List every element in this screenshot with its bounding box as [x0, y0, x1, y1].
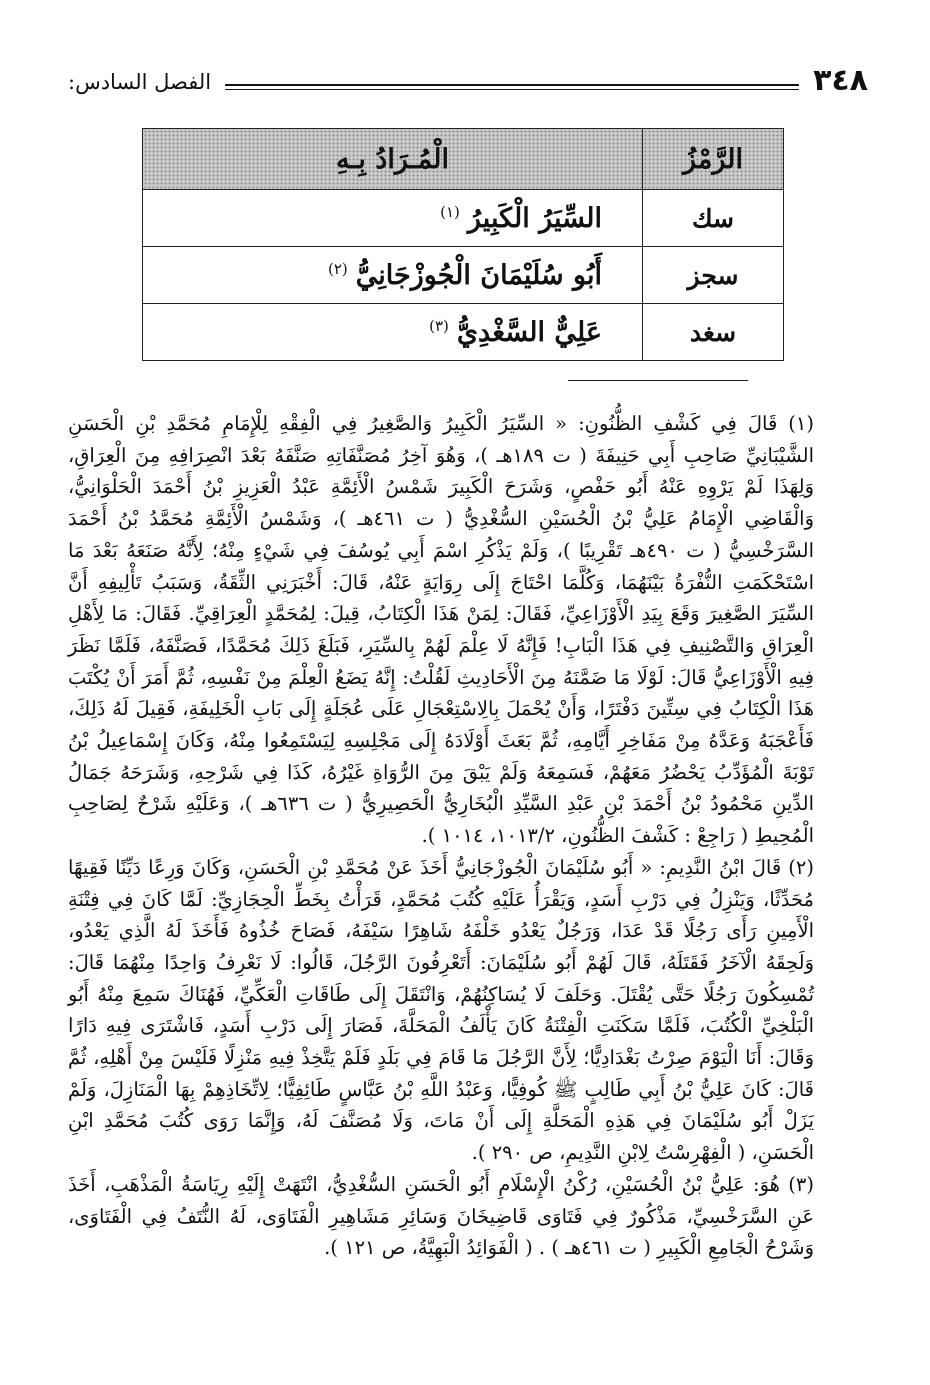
table-row	[143, 190, 784, 247]
symbol-code: سغد	[643, 304, 784, 361]
footnote-ref: (٣)	[429, 316, 449, 335]
footnote-1: (١) قَالَ فِي كَشْفِ الظُّنُونِ: « السِّيَرُ الْكَبِيرُ وَالصَّغِيرُ فِي الْفِقْهِ لِلْإِمَامِ مُحَمَّدِ بْنِ الْحَسَنِ الشَّيْبَانِيِّ صَاحِبِ أَبِي حَنِيفَةَ ( ت ١٨٩هـ )، وَهُوَ آخِرُ مُصَنَّفَاتِهِ صَنَّفَهُ بَعْدَ انْصِرَافِهِ مِنَ الْعِرَاقِ، وَلِهَذَا لَمْ يَرْوِهِ عَنْهُ أَبُو حَفْصٍ، وَشَرَحَ الْكَبِيرَ شَمْسُ الْأَئِمَّةِ عَبْدُ الْعَزِيزِ بْنُ أَحْمَدَ الْحَلْوَانِيُّ، وَالْقَاضِي الْإِمَامُ عَلِيُّ بْنُ الْحُسَيْنِ السُّغْدِيُّ ( ت ٤٦١هـ )، وَشَمْسُ الْأَئِمَّةِ مُحَمَّدُ بْنُ أَحْمَدَ السَّرَخْسِيُّ ( ت ٤٩٠هـ تَقْرِيبًا )، وَلَمْ يَذْكُرِ اسْمَ أَبِي يُوسُفَ فِي شَيْءٍ مِنْهُ؛ لِأَنَّهُ صَنَعَهُ بَعْدَ مَا اسْتَحْكَمَتِ النُّفْرَةُ بَيْنَهُمَا، وَكُلَّمَا احْتَاجَ إِلَى رِوَايَةٍ عَنْهُ، قَالَ: أَخْبَرَنِي الثِّقَةُ، وَسَبَبُ تَأْلِيفِهِ أَنَّ السِّيَرَ الصَّغِيرَ وَقَعَ بِيَدِ الْأَوْزَاعِيِّ، فَقَالَ: لِمَنْ هَذَا الْكِتَابُ، قِيلَ: لِمُحَمَّدٍ الْعِرَاقِيِّ. فَقَالَ: مَا لِأَهْلِ الْعِرَاقِ وَالتَّصْنِيفِ فِي هَذَا الْبَابِ! فَإِنَّهُ لَا عِلْمَ لَهُمْ بِالسِّيَرِ، فَبَلَغَ ذَلِكَ مُحَمَّدًا، فَصَنَّفَهُ، فَلَمَّا نَظَرَ فِيهِ الْأَوْزَاعِيُّ قَالَ: لَوْلَا مَا ضَمَّنَهُ مِنَ الْأَحَادِيثِ لَقُلْتُ: إِنَّهُ يَضَعُ الْعِلْمَ مِنْ نَفْسِهِ، ثُمَّ أَمَرَ أَنْ يُكْتَبَ هَذَا الْكِتَابُ فِي سِتِّينَ دَفْتَرًا، وَأَنْ يُحْمَلَ بِالِاسْتِعْجَالِ عَلَى عُجَلَةٍ إِلَى بَابِ الْخَلِيفَةِ، فَقِيلَ لَهُ ذَلِكَ، فَأَعْجَبَهُ وَعَدَّهُ مِنْ مَفَاخِرِ أَيَّامِهِ، ثُمَّ بَعَثَ أَوْلَادَهُ إِلَى مَجْلِسِهِ لِيَسْتَمِعُوا مِنْهُ، وَكَانَ إِسْمَاعِيلُ بْنُ تَوْبَةَ الْمُؤَدِّبُ يَحْضُرُ مَعَهُمْ، فَسَمِعَهُ وَلَمْ يَبْقَ مِنَ الرُّوَاةِ غَيْرُهُ، كَذَا فِي شَرْحِهِ، وَشَرَحَهُ جَمَالُ الدِّينِ مَحْمُودُ بْنُ أَحْمَدَ بْنِ عَبْدِ السَّيِّدِ الْبُخَارِيُّ الْحَصِيرِيُّ ( ت ٦٣٦هـ )، وَعَلَيْهِ شَرْحٌ لِصَاحِبِ الْمُحِيطِ ( رَاجِعْ : كَشْفَ الظُّنُونِ، ١٠١٣/٢، ١٠١٤ ).	[68, 412, 815, 848]
symbol-code: سك	[643, 190, 784, 247]
symbol-meaning: السِّيَرُ الْكَبِيرُ	[467, 202, 602, 234]
chapter-title: الفصل السادس:	[68, 70, 212, 94]
footnote-3: (٣) هُوَ: عَلِيُّ بْنُ الْحُسَيْنِ، رُكْنُ الْإِسْلَامِ أَبُو الْحَسَنِ السُّغْدِيُّ، انْتَهَتْ إِلَيْهِ رِيَاسَةُ الْمَذْهَبِ، أَخَذَ عَنِ السَّرَخْسِيِّ، مَذْكُورٌ فِي فَتَاوَى قَاضِيخَانَ وَسَائِرِ مَشَاهِيرِ الْفَتَاوَى، لَهُ النُّتَفُ فِي الْفَتَاوَى، وَشَرْحُ الْجَامِعِ الْكَبِيرِ ( ت ٤٦١هـ ) . ( الْفَوَائِدُ الْبَهِيَّةُ، ص ١٢١ ).	[68, 1172, 814, 1260]
symbol-meaning-cell	[143, 247, 643, 304]
symbol-meaning-cell	[143, 190, 643, 247]
symbols-table	[142, 128, 784, 361]
footnotes	[68, 408, 814, 1264]
page-number: ٣٤٨	[813, 63, 868, 98]
footnote-separator	[568, 380, 748, 381]
meaning-column-header: الْمُـرَادُ بِـهِ	[143, 129, 643, 190]
footnote-2: (٢) قَالَ ابْنُ النَّدِيمِ: « أَبُو سُلَيْمَانَ الْجُوزْجَانِيُّ أَخَذَ عَنْ مُحَمَّدِ بْنِ الْحَسَنِ، وَكَانَ وَرِعًا دَيِّنًا فَقِيهًا مُحَدِّثًا، وَيَنْزِلُ فِي دَرْبِ أَسَدٍ، وَيَقْرَأُ عَلَيْهِ كُتُبَ مُحَمَّدٍ، قَرَأْتُ بِخَطِّ الْحِجَازِيِّ: لَمَّا كَانَ فِي فِتْنَةِ الْأَمِينِ رَأَى رَجُلًا قَدْ عَدَا، وَرَجُلٌ يَعْدُو خَلْفَهُ شَاهِرًا سَيْفَهُ، فَصَاحَ خُذُوهُ فَأَخَذَ لَهُ الَّذِي يَعْدُو، وَلَحِقَهُ الْآخَرُ فَقَتَلَهُ، قَالَ لَهُمْ أَبُو سُلَيْمَانَ: أَتَعْرِفُونَ الرَّجُلَ، قَالُوا: لَا نَعْرِفُ وَاحِدًا مِنْهُمَا قَالَ: تُمْسِكُونَ رَجُلًا حَتَّى يُقْتَلَ. وَحَلَفَ لَا يُسَاكِنُهُمْ، وَانْتَقَلَ إِلَى طَاقَاتِ الْعَكِّيِّ، فَهُنَاكَ سَمِعَ مِنْهُ أَبُو الْبَلْخِيِّ الْكُتُبَ، فَلَمَّا سَكَنَتِ الْفِتْنَةُ كَانَ يَأْلَفُ الْمَحَلَّةَ، فَصَارَ إِلَى دَرْبِ أَسَدٍ، فَاشْتَرَى فِيهِ دَارًا وَقَالَ: أَنَا الْيَوْمَ صِرْتُ بَغْدَادِيًّا؛ لِأَنَّ الرَّجُلَ مَا قَامَ فِي بَلَدٍ فَلَمْ يَتَّخِذْ فِيهِ مَنْزِلًا فَلَيْسَ مِنْ أَهْلِهِ، ثُمَّ قَالَ: كَانَ عَلِيُّ بْنُ أَبِي طَالِبٍ ﷺ كُوفِيًّا، وَعَبْدُ اللَّهِ بْنُ عَبَّاسٍ طَائِفِيًّا؛ لِاتِّخَاذِهِمْ بِهَا الْمَنَازِلَ، وَلَمْ يَزَلْ أَبُو سُلَيْمَانَ فِي هَذِهِ الْمَحَلَّةِ إِلَى أَنْ مَاتَ، وَلَا مُصَنَّفَ لَهُ، وَإِنَّمَا رَوَى كُتُبَ مُحَمَّدِ ابْنِ الْحَسَنِ، ( الْفِهْرِسْتُ لِابْنِ النَّدِيمِ، ص ٢٩٠ ).	[68, 855, 814, 1165]
symbol-meaning: أَبُو سُلَيْمَانَ الْجُوزْجَانِيُّ	[355, 259, 602, 291]
header-rule	[225, 84, 799, 90]
symbol-meaning-cell	[143, 304, 643, 361]
symbol-code: سجز	[643, 247, 784, 304]
footnote-ref: (٢)	[328, 259, 348, 278]
table-header-row	[143, 129, 784, 190]
symbol-meaning: عَلِيٌّ السَّغْدِيُّ	[456, 316, 602, 348]
footnote-ref: (١)	[440, 202, 460, 221]
table-row	[143, 247, 784, 304]
table-row	[143, 304, 784, 361]
symbol-column-header: الرَّمْزُ	[643, 129, 784, 190]
page-header	[68, 58, 868, 98]
